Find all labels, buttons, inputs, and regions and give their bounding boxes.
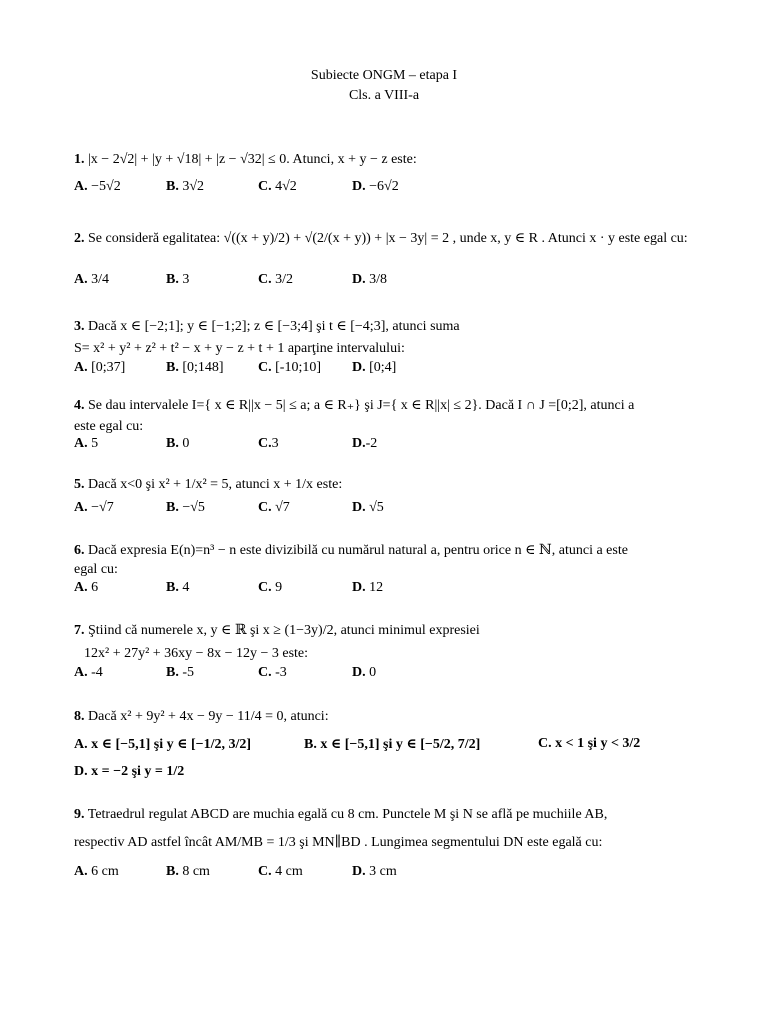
option-value: 3√2 [182,179,205,194]
option-c [258,272,293,288]
option-value: 0 [369,665,377,680]
option-b [166,500,205,516]
option-value: −√7 [91,500,114,515]
option-label: C. [258,360,272,375]
option-value: 3 cm [369,864,397,879]
option-label: D. [74,764,88,779]
question-text: Dacă x<0 şi x² + 1/x² = 5, atunci x + 1/x este: [88,477,343,492]
option-d [352,500,384,516]
option-label: B. [166,500,179,515]
option-a [74,500,114,516]
question-number: 7. [74,623,85,638]
option-label: C. [258,500,272,515]
option-label: A. [74,737,88,752]
question-3 [74,318,694,336]
option-value: 3 [182,272,190,287]
option-label: A. [74,179,88,194]
option-label: C. [258,272,272,287]
option-label: D. [352,665,366,680]
option-c [258,436,279,452]
question-8 [74,708,694,726]
option-label: B. [166,436,179,451]
option-c [258,665,287,681]
option-value: √5 [369,500,384,515]
question-number: 9. [74,807,85,822]
question-text: Dacă x² + 9y² + 4x − 9y − 11/4 = 0, atunci: [88,709,329,724]
option-label: A. [74,500,88,515]
option-label: D. [352,864,366,879]
option-label: C. [258,179,272,194]
option-c [258,360,321,376]
option-value: [0;4] [369,360,397,375]
option-label: D. [352,360,366,375]
question-9-line-2: respectiv AD astfel încât AM/MB = 1/3 şi MN∥BD . Lungimea segmentului DN este egală cu: [74,835,603,850]
option-a [74,436,98,452]
option-value: [-10;10] [275,360,322,375]
option-a [74,736,251,753]
option-value: 3/4 [91,272,110,287]
option-label: C. [258,665,272,680]
question-9 [74,806,694,824]
option-label: B. [166,580,179,595]
option-label: C. [258,436,272,451]
question-equation: √((x + y)/2) + √(2/(x + y)) + |x − 3y| = 2 [223,231,450,246]
question-6-line-2: egal cu: [74,562,118,577]
option-value: [0;148] [182,360,224,375]
question-number: 1. [74,152,85,167]
option-value: x ∈ [−5,1] şi y ∈ [−1/2, 3/2] [91,737,252,752]
option-value: 8 cm [182,864,210,879]
option-value: 3/8 [369,272,388,287]
option-b [304,736,480,753]
question-text-a: Se consideră egalitatea: [88,231,221,246]
option-label: D. [352,179,366,194]
option-d [352,580,383,596]
option-value: 6 [91,580,99,595]
option-label: D. [352,436,366,451]
option-label: A. [74,360,88,375]
option-c [258,500,290,516]
option-label: A. [74,272,88,287]
question-6 [74,542,694,560]
question-4 [74,397,694,415]
option-value: −6√2 [369,179,399,194]
option-value: -2 [365,436,378,451]
question-number: 6. [74,543,85,558]
document-subtitle: Cls. a VIII-a [348,88,420,103]
option-a [74,272,109,288]
question-number: 2. [74,231,85,246]
option-d [352,864,397,880]
question-text: |x − 2√2| + |y + √18| + |z − √32| ≤ 0. Atunci, x + y − z este: [88,152,417,167]
option-value: 4√2 [275,179,297,194]
option-a [74,360,125,376]
option-value: x ∈ [−5,1] şi y ∈ [−5/2, 7/2] [320,737,481,752]
option-label: B. [166,665,179,680]
option-value: -4 [91,665,103,680]
question-5 [74,476,694,494]
question-text-c: , unde x, y ∈ R . Atunci x · y este egal cu: [452,231,688,246]
option-value: 3/2 [275,272,294,287]
option-b [166,864,210,880]
option-value: 0 [182,436,190,451]
option-value: -5 [182,665,195,680]
option-a [74,665,103,681]
question-7-expression: 12x² + 27y² + 36xy − 8x − 12y − 3 este: [84,646,309,661]
option-label: A. [74,580,88,595]
option-value: 4 [182,580,190,595]
question-text: Tetraedrul regulat ABCD are muchia egală cu 8 cm. Punctele M şi N se află pe muchiile AB, [87,807,608,822]
question-number: 4. [74,398,85,413]
option-a [74,580,98,596]
option-d [352,360,396,376]
option-label: B. [166,864,179,879]
option-value: x = −2 şi y = 1/2 [91,764,185,779]
option-label: D. [352,500,366,515]
option-value: -3 [275,665,287,680]
option-b [166,436,189,452]
option-d [74,764,184,780]
option-label: B. [166,179,179,194]
question-text: Se dau intervalele I={ x ∈ R||x − 5| ≤ a; a ∈ R₊} şi J={ x ∈ R||x| ≤ 2}. Dacă I ∩ J =[0;2], atunci a [88,398,635,413]
option-value: 3 [271,436,279,451]
question-number: 3. [74,319,85,334]
option-value: 4 cm [275,864,303,879]
option-label: A. [74,864,88,879]
option-c [538,736,640,752]
option-label: D. [352,272,366,287]
document-title: Subiecte ONGM – etapa I [310,68,458,83]
option-value: [0;37] [91,360,126,375]
option-value: x < 1 şi y < 3/2 [555,736,641,751]
option-value: √7 [275,500,290,515]
option-value: 9 [275,580,283,595]
option-value: −√5 [182,500,205,515]
option-label: A. [74,665,88,680]
option-a [74,179,121,195]
option-c [258,580,282,596]
question-text: Dacă x ∈ [−2;1]; y ∈ [−1;2]; z ∈ [−3;4] şi t ∈ [−4;3], atunci suma [88,319,460,334]
option-d [352,179,399,195]
option-value: −5√2 [91,179,121,194]
option-b [166,272,189,288]
question-number: 8. [74,709,85,724]
option-label: B. [166,272,179,287]
question-number: 5. [74,477,85,492]
question-2 [74,230,694,248]
question-3-line-2: S= x² + y² + z² + t² − x + y − z + t + 1 aparţine intervalului: [74,341,405,356]
option-d [352,436,377,452]
option-b [166,580,189,596]
option-c [258,179,297,195]
option-label: B. [304,737,317,752]
option-label: D. [352,580,366,595]
option-b [166,179,204,195]
option-d [352,272,387,288]
option-value: 12 [369,580,384,595]
option-label: A. [74,436,88,451]
question-text: Ştiind că numerele x, y ∈ ℝ şi x ≥ (1−3y)/2, atunci minimul expresiei [88,623,480,638]
option-b [166,360,224,376]
question-4-line-2: este egal cu: [74,419,144,434]
option-label: C. [258,864,272,879]
option-d [352,665,376,681]
option-value: 5 [91,436,99,451]
option-a [74,864,119,880]
option-label: B. [166,360,179,375]
option-value: 6 cm [91,864,119,879]
question-7 [74,622,694,640]
question-text: Dacă expresia E(n)=n³ − n este divizibilă cu numărul natural a, pentru orice n ∈ ℕ, atunci a este [88,543,628,558]
option-label: C. [258,580,272,595]
option-label: C. [538,736,552,751]
option-c [258,864,303,880]
question-1 [74,151,694,169]
option-b [166,665,194,681]
